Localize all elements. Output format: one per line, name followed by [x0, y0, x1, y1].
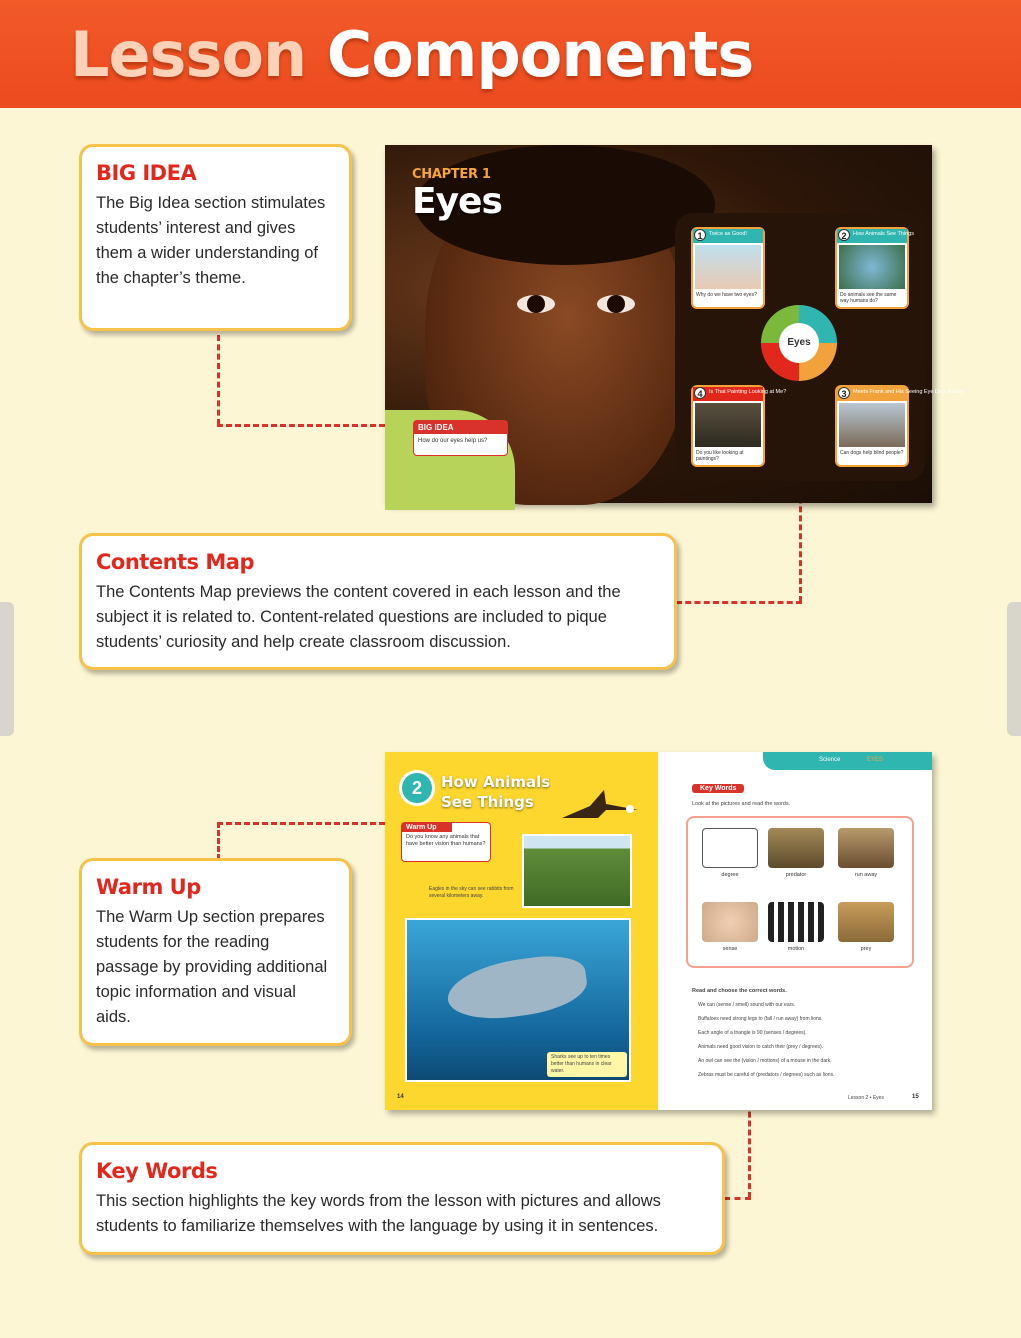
page-number-left: 14 [397, 1094, 404, 1100]
key-words-grid [686, 816, 914, 968]
eagle-image [560, 788, 640, 824]
subject-wheel [761, 305, 837, 381]
title-word-lesson: Lesson [70, 18, 307, 91]
lesson-card-2: 2 How Animals See Things Do animals see the same way humans do? [835, 227, 909, 309]
lesson-card-1: 1 Twice as Good! Why do we have two eyes? [691, 227, 765, 309]
lesson-4-image [695, 403, 761, 447]
left-eye [517, 295, 555, 313]
big-idea-tag [413, 420, 508, 456]
sentence-6: Zebras must be careful of (predators / degrees) such as lions. [698, 1072, 835, 1078]
map-center-label: Eyes [779, 323, 819, 363]
prev-page-tab[interactable] [0, 602, 14, 736]
key-words-callout [79, 1142, 725, 1255]
lesson-3-image [839, 403, 905, 447]
connector-contents-horizontal [676, 601, 802, 604]
key-word-5: motion [787, 946, 805, 952]
warm-up-question: Do you know any animals that have better vision than humans? [406, 834, 486, 847]
sentence-2: Buffaloes need strong legs to (fall / run away) from lions. [698, 1016, 823, 1022]
key-words-heading: Key Words [96, 1159, 218, 1183]
eagle-caption: Eagles in the sky can see rabbits from several kilometers away. [429, 886, 514, 899]
key-words-tag: Key Words [692, 784, 744, 793]
lesson-number-badge: 2 [399, 770, 435, 806]
lesson-2-image [839, 245, 905, 289]
instruction-a: Look at the pictures and read the words. [692, 801, 791, 807]
warm-up-box [401, 822, 491, 862]
warm-up-text: The Warm Up section prepares students for the reading passage by providing additional topic information and visual aids. [96, 908, 328, 1026]
chapter-opener-spread [385, 145, 964, 503]
next-page-tab[interactable] [1007, 602, 1021, 736]
lesson-card-3: 3 Meets Frank and His Seeing Eye Dog, Buddy Can dogs help blind people? [835, 385, 909, 467]
warm-up-heading: Warm Up [96, 875, 201, 899]
connector-bigidea-horizontal [217, 424, 412, 427]
big-idea-callout [79, 144, 352, 331]
lesson-1-image [695, 245, 761, 289]
right-eye [597, 295, 635, 313]
key-words-text: This section highlights the key words from the lesson with pictures and allows students to familiarize themselves with the language by using it in sentences. [96, 1192, 661, 1235]
sentence-3: Each angle of a triangle is 90 (senses / degrees). [698, 1030, 807, 1036]
forest-image [522, 834, 632, 908]
key-word-6: prey [860, 946, 872, 952]
page-number-right: 15 [912, 1094, 919, 1100]
contents-map-heading: Contents Map [96, 550, 254, 574]
title-word-components: Components [326, 18, 754, 91]
shark-caption: Sharks see up to ten times better than humans in clear water. [547, 1052, 627, 1077]
connector-warmup-vertical [217, 822, 220, 860]
big-idea-heading: BIG IDEA [96, 161, 197, 185]
chapter-title: Eyes [412, 181, 502, 222]
big-idea-text: The Big Idea section stimulates students’ interest and gives them a wider understanding of the chapter’s theme. [96, 194, 326, 287]
left-page [385, 752, 658, 1110]
subject-tab: Science EYES [763, 752, 932, 770]
key-word-4: sense [722, 946, 738, 952]
contents-map-text: The Contents Map previews the content covered in each lesson and the subject it is related to. Content-related questions are included to pique students’ curiosity and help create classroom discussion. [96, 583, 621, 651]
key-word-3: run away [854, 872, 878, 878]
right-page [658, 752, 932, 1110]
sentence-1: We can (sense / smell) sound with our ears. [698, 1002, 796, 1008]
connector-keywords-horizontal [724, 1197, 751, 1200]
sentence-5: An owl can see the (vision / motions) of a mouse in the dark. [698, 1058, 832, 1064]
chapter-label: CHAPTER 1 [412, 167, 491, 182]
lesson-card-4: 4 Is That Painting Looking at Me? Do you like looking at paintings? [691, 385, 765, 467]
contents-map [675, 213, 964, 481]
lesson-spread [385, 752, 932, 1110]
connector-warmup-horizontal [217, 822, 403, 825]
warm-up-tag: Warm Up [402, 823, 452, 832]
lesson-title: How Animals See Things [441, 773, 551, 811]
shark-image [405, 918, 631, 1082]
instruction-b: Read and choose the correct words. [692, 988, 787, 994]
key-word-1: degree [721, 872, 739, 878]
big-idea-tag-label: BIG IDEA [414, 421, 507, 434]
footer-right: Lesson 2 • Eyes [848, 1095, 884, 1101]
warm-up-callout [79, 858, 352, 1046]
page-header [0, 0, 1021, 108]
key-word-2: predator [785, 872, 807, 878]
big-idea-question: How do our eyes help us? [418, 438, 488, 444]
contents-map-callout [79, 533, 677, 670]
connector-bigidea-vertical [217, 335, 220, 425]
page-title [70, 18, 753, 91]
sentence-4: Animals need good vision to catch their (prey / degrees). [698, 1044, 824, 1050]
